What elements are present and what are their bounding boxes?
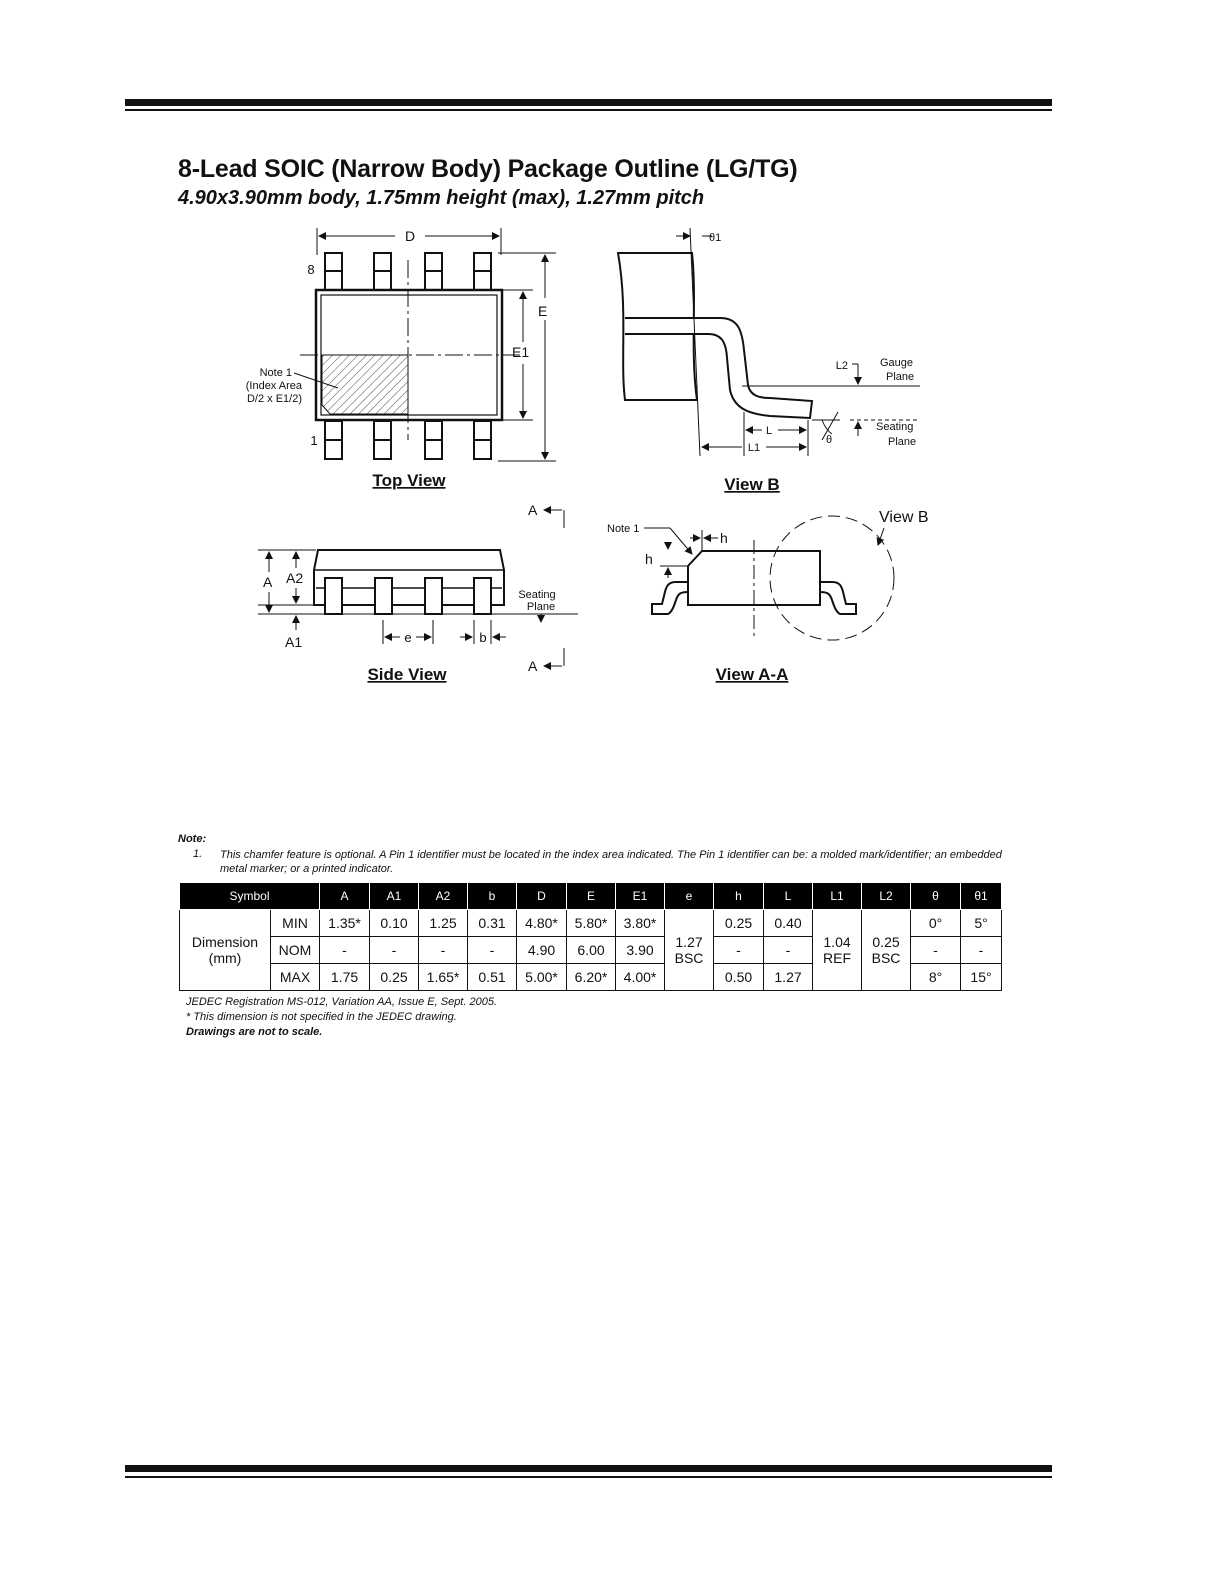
view-b-caption: View B [724, 475, 780, 494]
header-symbol: Symbol [180, 883, 320, 910]
pin-8-label: 8 [307, 262, 315, 277]
footnote-jedec: JEDEC Registration MS-012, Variation AA, Issue E, Sept. 2005. [186, 996, 498, 1008]
header-cell: A1 [370, 883, 419, 910]
table-cell: 6.00 [567, 937, 616, 964]
table-cell: 0.31 [468, 910, 517, 937]
page-subtitle: 4.90x3.90mm body, 1.75mm height (max), 1.27mm pitch [178, 187, 705, 209]
table-cell: - [419, 937, 468, 964]
top-view [246, 228, 556, 490]
table-cell: - [320, 937, 370, 964]
l2-basis: BSC [871, 950, 901, 966]
table-cell: 1.27 [764, 964, 813, 991]
table-cell: 0.51 [468, 964, 517, 991]
header-cell: θ1 [961, 883, 1002, 910]
table-cell: - [961, 937, 1002, 964]
table-cell: 0° [911, 910, 961, 937]
gauge-plane-label-2: Plane [886, 371, 915, 383]
l2-value: 0.25 [872, 934, 900, 950]
view-aa-caption: View A-A [715, 665, 789, 684]
table-cell: 0.10 [370, 910, 419, 937]
header-cell: L1 [813, 883, 862, 910]
header-cell: θ [911, 883, 961, 910]
e-value: 1.27 [675, 934, 703, 950]
header-cell: b [468, 883, 517, 910]
table-cell: - [911, 937, 961, 964]
e-basis: BSC [674, 950, 704, 966]
side-seating-label-1: Seating [518, 589, 556, 601]
header-cell: A2 [419, 883, 468, 910]
table-cell-l2 [862, 910, 911, 991]
section-a-top: A [528, 502, 538, 518]
dimension-label-line-1: Dimension [191, 934, 259, 950]
table-cell: - [370, 937, 419, 964]
table-cell-l1 [813, 910, 862, 991]
footnote-asterisk: * This dimension is not specified in the JEDEC drawing. [186, 1011, 457, 1023]
header-cell: L [764, 883, 813, 910]
page-title: 8-Lead SOIC (Narrow Body) Package Outline (LG/TG) [178, 155, 798, 183]
table-cell: 8° [911, 964, 961, 991]
table-cell: 0.25 [370, 964, 419, 991]
table-cell: 5.80* [567, 910, 616, 937]
row-label: MAX [271, 964, 320, 991]
table-cell: 3.80* [616, 910, 665, 937]
footnote-scale: Drawings are not to scale. [186, 1026, 323, 1038]
aa-h-label-left: h [645, 551, 653, 567]
l-label: L [765, 425, 773, 437]
top-view-caption: Top View [372, 471, 446, 490]
header-cell: D [517, 883, 567, 910]
table-row [180, 910, 1002, 937]
view-aa [607, 509, 929, 684]
seating-plane-label-1: Seating [876, 421, 914, 433]
view-b-callout: View B [879, 509, 929, 526]
dim-b-label: b [479, 630, 487, 645]
header-cell: e [665, 883, 714, 910]
table-cell: - [714, 937, 764, 964]
dim-e1-label: E1 [512, 344, 530, 360]
note-heading: Note: [178, 833, 207, 845]
table-cell: 3.90 [616, 937, 665, 964]
table-cell: 4.00* [616, 964, 665, 991]
header-cell: E1 [616, 883, 665, 910]
table-cell: - [764, 937, 813, 964]
l1-label: L1 [747, 442, 761, 454]
section-a-bottom: A [528, 658, 538, 674]
table-cell: 5° [961, 910, 1002, 937]
pin-1-label: 1 [310, 433, 318, 448]
aa-note-label: Note 1 [607, 523, 640, 535]
header-cell: A [320, 883, 370, 910]
table-cell: 0.40 [764, 910, 813, 937]
table-cell: 1.65* [419, 964, 468, 991]
l2-label: L2 [835, 360, 848, 372]
header-cell: h [714, 883, 764, 910]
bottom-rule-thick [125, 1465, 1052, 1472]
table-cell: 0.25 [714, 910, 764, 937]
dim-e-pitch-label: e [404, 630, 412, 645]
table-cell: 4.90 [517, 937, 567, 964]
note-1-label: Note 1 [259, 367, 292, 379]
seating-plane-label-2: Plane [888, 436, 917, 448]
table-cell: - [468, 937, 517, 964]
dim-a-label: A [263, 574, 273, 590]
table-cell-e [665, 910, 714, 991]
table-cell: 1.35* [320, 910, 370, 937]
table-cell: 15° [961, 964, 1002, 991]
side-view [258, 502, 578, 684]
note-text: This chamfer feature is optional. A Pin 1 identifier must be located in the index area indicated. The Pin 1 identifier can be: a molded mark/identifier; an embedded metal marker; or a printed indicator. [220, 849, 1002, 875]
row-label: NOM [271, 937, 320, 964]
view-b [618, 228, 920, 494]
dimension-group-label [180, 910, 271, 991]
dim-a1-label: A1 [285, 634, 303, 650]
side-view-caption: Side View [367, 665, 447, 684]
header-cell: L2 [862, 883, 911, 910]
dim-e-label: E [538, 303, 548, 319]
index-area-hatch [322, 355, 408, 414]
l1-value: 1.04 [823, 934, 851, 950]
table-cell: 6.20* [567, 964, 616, 991]
table-cell: 1.75 [320, 964, 370, 991]
row-label: MIN [271, 910, 320, 937]
theta-label: θ [826, 434, 833, 446]
dimension-label-line-2: (mm) [208, 950, 242, 966]
table-cell: 4.80* [517, 910, 567, 937]
index-area-size-label: D/2 x E1/2) [246, 393, 302, 405]
package-drawing [0, 0, 1224, 720]
dim-d-label: D [404, 228, 416, 244]
table-cell: 1.25 [419, 910, 468, 937]
l1-basis: REF [823, 950, 852, 966]
index-area-label: (Index Area [245, 380, 302, 392]
dimensions-table [179, 882, 1002, 991]
bottom-rule-thin [125, 1476, 1052, 1478]
table-header-row [180, 883, 1002, 910]
note-number: 1. [193, 848, 203, 860]
theta1-label: θ1 [709, 232, 722, 244]
aa-h-label-top: h [720, 530, 728, 546]
table-cell: 5.00* [517, 964, 567, 991]
dim-a2-label: A2 [286, 570, 304, 586]
table-cell: 0.50 [714, 964, 764, 991]
side-seating-label-2: Plane [526, 601, 556, 613]
header-cell: E [567, 883, 616, 910]
gauge-plane-label-1: Gauge [880, 357, 914, 369]
